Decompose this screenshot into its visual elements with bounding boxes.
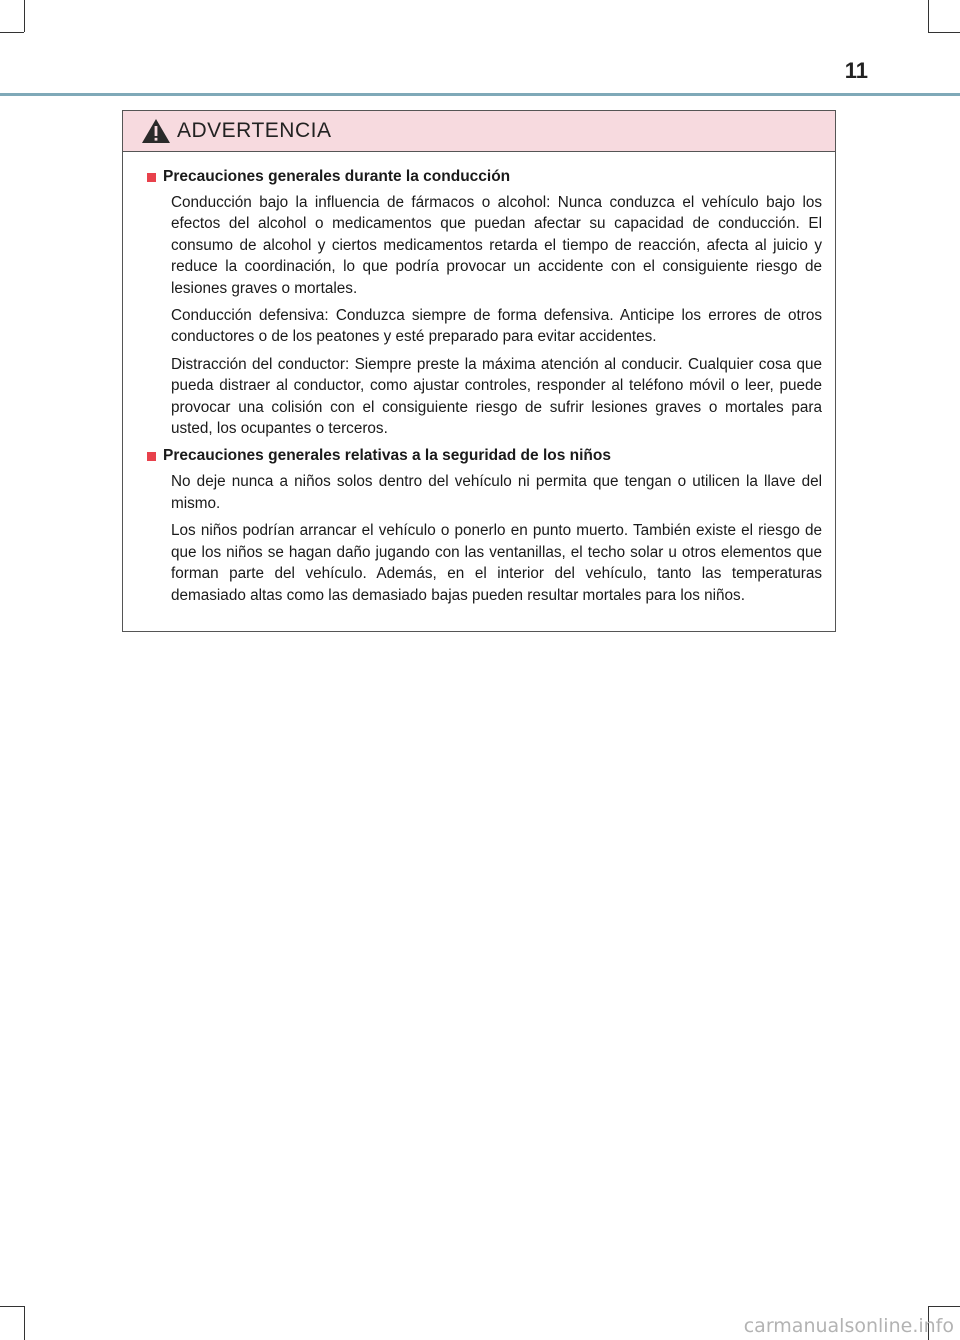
section-heading: [147, 445, 822, 467]
paragraph-defensive-driving: Conducción defensiva: Conduzca siempre de forma defensiva. Anticipe los errores de otros conductores o de los peatones y esté preparado para evitar accidentes.: [171, 307, 822, 346]
crop-mark-top-left-v: [24, 0, 25, 32]
watermark: carmanualsonline.info: [743, 1315, 954, 1337]
warning-body: [123, 152, 835, 606]
warning-title: ADVERTENCIA: [177, 119, 332, 142]
section-heading: [147, 166, 822, 188]
crop-mark-top-right-v: [928, 0, 929, 32]
warning-header: [123, 111, 835, 152]
paragraph-driver-distraction: Distracción del conductor: Siempre preste la máxima atención al conducir. Cualquier cosa que pueda distraer al conductor, como ajustar controles, responder al teléfono móvil o leer, puede provocar una colisión con el consiguiente riesgo de sufrir lesiones graves o mortales para usted, los ocupantes o terceros.: [171, 355, 822, 438]
warning-triangle-icon: [141, 118, 171, 144]
section-heading-text: Precauciones generales durante la conducción: [163, 168, 511, 185]
header-rule: [0, 93, 960, 96]
crop-mark-bottom-right-h: [928, 1306, 960, 1307]
crop-mark-bottom-left-h: [0, 1306, 24, 1307]
paragraph-drugs-alcohol: Conducción bajo la influencia de fármacos o alcohol: Nunca conduzca el vehículo bajo los efectos del alcohol o medicamentos que puedan afectar su capacidad de conducción. El consumo de alcohol y ciertos medicamentos retarda el tiempo de reacción, afecta al juicio y reduce la coordinación, lo que podría provocar un accidente con el consiguiente riesgo de lesiones graves o mortales.: [171, 194, 822, 297]
section-child-safety: [147, 445, 822, 605]
section-driving-precautions: [147, 166, 822, 439]
crop-mark-bottom-left-v: [24, 1306, 25, 1340]
red-square-bullet-icon: [147, 452, 156, 461]
crop-mark-top-right-h: [928, 32, 960, 33]
page-number: 11: [844, 58, 868, 83]
warning-box: [122, 110, 836, 632]
section-heading-text: Precauciones generales relativas a la seguridad de los niños: [163, 447, 611, 465]
paragraph-children-alone: No deje nunca a niños solos dentro del vehículo ni permita que tengan o utilicen la llave del mismo.: [171, 473, 822, 512]
paragraph-children-risks: Los niños podrían arrancar el vehículo o ponerlo en punto muerto. También existe el riesgo de que los niños se hagan daño jugando con las ventanillas, el techo solar u otros elementos que forman parte del vehículo. Además, en el interior del vehículo, tanto las temperaturas demasiado altas como las demasiado bajas pueden resultar mortales para los niños.: [171, 522, 822, 604]
crop-mark-top-left-h: [0, 32, 24, 33]
red-square-bullet-icon: [147, 173, 156, 182]
